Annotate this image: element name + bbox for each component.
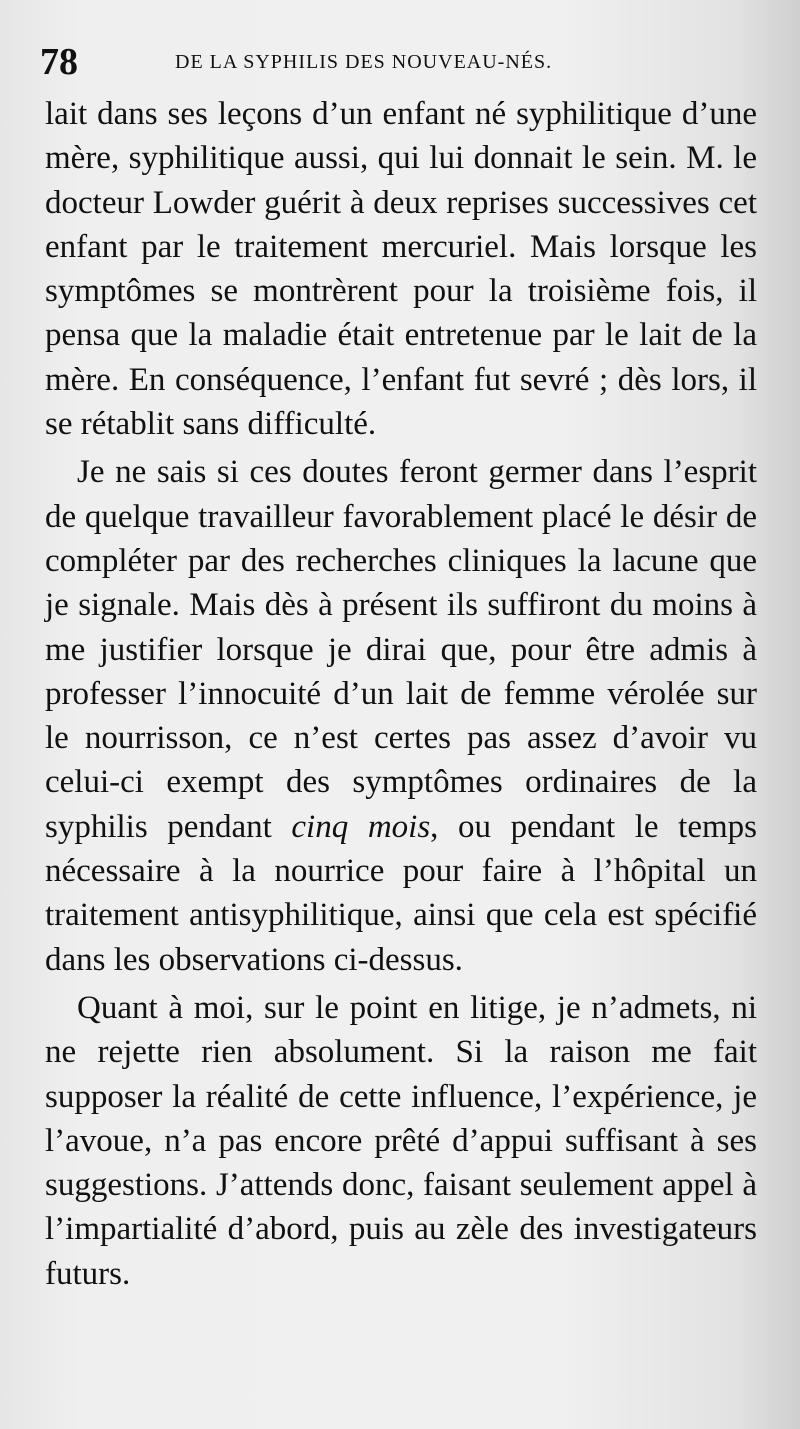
paragraph-1: lait dans ses leçons d’un enfant né syphilitique d’une mère, syphilitique aussi, qui lui donnait le sein. M. le docteur Lowder guérit à deux reprises successives cet enfant par le traitement mercuriel. Mais lorsque les symptômes se montrèrent pour la troisième fois, il pensa que la maladie était entretenue par le lait de la mère. En conséquence, l’enfant fut sevré ; dès lors, il se rétablit sans difficulté. — [45, 96, 757, 443]
paragraph-2-text-before: Je ne sais si ces doutes feront germer dans l’esprit de quelque travailleur favorablement placé le désir de compléter par des recherches cliniques la lacune que je signale. Mais dès à présent ils suffiront du moins à me justifier lorsque je dirai que, pour être admis à professer l’innocuité d’un lait de femme vérolée sur le nourrisson, ce n’est certes pas assez d’avoir vu celui-ci exempt des symptômes ordinaires de la syphilis pendant — [45, 454, 757, 845]
paragraph-3: Quant à moi, sur le point en litige, je n’admets, ni ne rejette rien absolument. Si la raison me fait supposer la réalité de cette influence, l’expérience, je l’avoue, n’a pas encore prêté d’appui suffisant à ses suggestions. J’attends donc, faisant seulement appel à l’impartialité d’abord, puis au zèle des investigateurs futurs. — [45, 989, 757, 1292]
paragraph-2-text-after: , ou pendant le temps nécessaire à la nourrice pour faire à l’hôpital un traitement antisyphilitique, ainsi que cela est spécifié dans les observations ci-dessus. — [45, 808, 757, 978]
running-title: DE LA SYPHILIS DES NOUVEAU-NÉS. — [175, 51, 553, 73]
page-number: 78 — [40, 41, 78, 83]
paragraph-2 — [45, 450, 757, 982]
body-text — [45, 92, 757, 1296]
page-header — [40, 40, 760, 84]
paragraph-2-italic: cinq mois — [291, 808, 431, 845]
